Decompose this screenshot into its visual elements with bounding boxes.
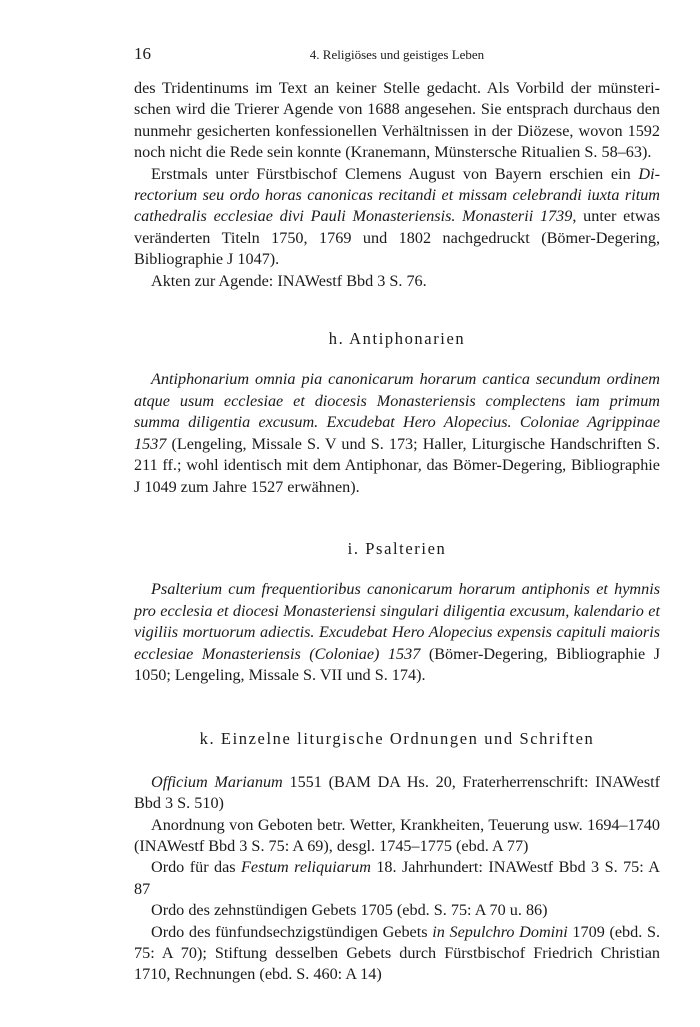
running-head (134, 44, 660, 66)
section-heading-antiphonarien: h. Antiphonarien (328, 329, 466, 349)
list-item: Officium Marianum 1551 (BAM DA Hs. 20, Fraterherrenschrift: INAWestf Bbd 3 S. 510) (134, 772, 661, 813)
list-item: Ordo des fünfundsechzigstündigen Gebets in Sepulchro Domini 1709 (ebd. S. 75: A 70); Stiftung desselben Gebets durch Fürstbischof Friedrich Christian 1710, Rechnungen (ebd. S. 460: A 14) (134, 922, 660, 984)
list-item: Anordnung von Geboten betr. Wetter, Krankheiten, Teuerung usw. 1694–1740 (INAWestf Bbd 3 S. 75: A 69), desgl. 1745–1775 (ebd. A 77) (134, 815, 660, 855)
list-item: Ordo für das Festum reliquiarum 18. Jahrhundert: INAWestf Bbd 3 S. 75: A 87 (134, 858, 660, 898)
book-title-italic: Psalterium cum frequentioribus canonicarum horarum antiphonis et hymnis pro ecclesia et diocesi Monasteriensi singulari diligentia excusum, kalendario et vigiliis mortuorum adiectis. Excudebat Hero Alopecius expensis capituli maioris ecclesiae Monasteriensis (Coloniae) 1537 (134, 580, 660, 663)
book-title-italic: Directorium seu ordo horas canonicas recitandi et missam celebrandi iuxta ritum cathedralis ecclesiae divi Pauli Monasteriensis. Monasterii 1739 (134, 164, 660, 226)
paragraph: Psalterium cum frequentioribus canonicarum horarum antiphonis et hymnis pro ecclesia et diocesi Monasteriensi singulari diligentia excusum, kalendario et vigiliis mortuorum adiectis. Excudebat Hero Alopecius expensis capituli maioris ecclesiae Monasteriensis (Coloniae) 1537 (Bömer-Degering, Bibliographie J 1050; Lengeling, Missale S. VII und S. 174). (134, 580, 660, 684)
paragraph: Erstmals unter Fürstbischof Clemens August von Bayern erschien ein Directorium seu ordo horas canonicas recitandi et missam celebrandi iuxta ritum cathedralis ecclesiae divi Pauli Monasteriensis. Monasterii 1739, unter etwas veränderten Titeln 1750, 1769 und 1802 nachgedruckt (Bömer-Degering, Bibliographie J 1047). (134, 164, 660, 269)
paragraph: des Tridentinums im Text an keiner Stelle gedacht. Als Vorbild der münsterischen wird die Trierer Agende von 1688 angesehen. Sie entsprach durchaus den nunmehr gesicherten konfessionellen Verhältnissen in der Diözese, wovon 1592 noch nicht die Rede sein konnte (Kranemann, Münstersche Ritualien S. 58–63). (134, 79, 660, 162)
book-title-italic: Antiphonarium omnia pia canonicarum horarum cantica secundum ordinem atque usum ecclesiae et diocesis Monasteriensis complectens iam primum summa diligentia excusum. Excudebat Hero Alopecius. Coloniae Agrippinae 1537 (134, 370, 660, 453)
book-page (134, 44, 660, 986)
page-number: 16 (134, 44, 151, 63)
paragraph: Antiphonarium omnia pia canonicarum horarum cantica secundum ordinem atque usum ecclesiae et diocesis Monasteriensis complectens iam primum summa diligentia excusum. Excudebat Hero Alopecius. Coloniae Agrippinae 1537 (Lengeling, Missale S. V und S. 173; Haller, Liturgische Handschriften S. 211 ff.; wohl identisch mit dem Antiphonar, das Bömer-Degering, Bibliographie J 1049 zum Jahre 1527 erwähnen). (134, 370, 660, 496)
section-heading-psalterien: i. Psalterien (347, 538, 447, 558)
paragraph: Akten zur Agende: INAWestf Bbd 3 S. 76. (151, 271, 427, 290)
list-item: Ordo des zehnstündigen Gebets 1705 (ebd. S. 75: A 70 u. 86) (151, 901, 548, 920)
section-heading-einzelne-ordnungen: k. Einzelne liturgische Ordnungen und Schriften (199, 729, 595, 749)
body-text (134, 78, 660, 986)
running-title: 4. Religiöses und geistiges Leben (309, 47, 485, 62)
